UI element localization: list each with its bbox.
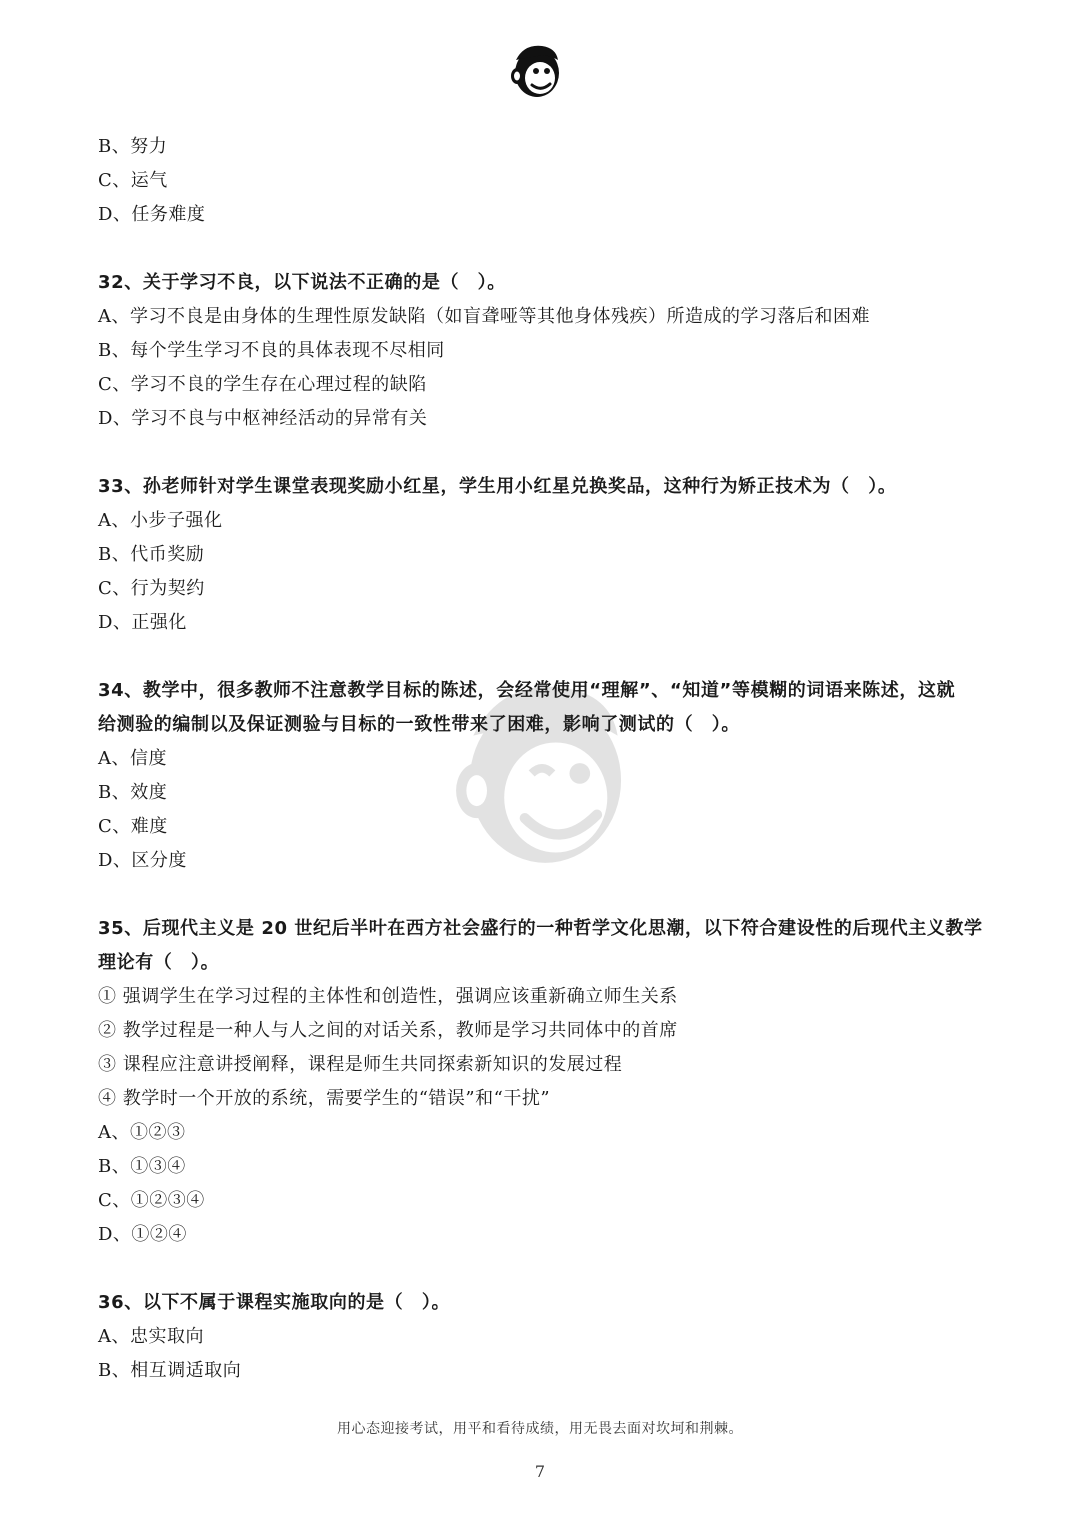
option-line: D、学习不良与中枢神经活动的异常有关: [98, 408, 428, 429]
footer-motto: 用心态迎接考试，用平和看待成绩，用无畏去面对坎坷和荆棘。: [337, 1421, 743, 1437]
option-line: A、忠实取向: [98, 1326, 204, 1347]
option-line: A、小步子强化: [98, 510, 223, 531]
option-line: D、正强化: [98, 612, 187, 633]
question-stem: 给测验的编制以及保证测验与目标的一致性带来了困难，影响了测试的（ ）。: [98, 714, 740, 735]
statement-line: ③ 课程应注意讲授阐释，课程是师生共同探索新知识的发展过程: [98, 1054, 623, 1075]
option-line: B、①③④: [98, 1156, 186, 1177]
option-line: B、每个学生学习不良的具体表现不尽相同: [98, 340, 445, 361]
option-line: C、行为契约: [98, 578, 205, 599]
statement-line: ④ 教学时一个开放的系统，需要学生的“错误”和“干扰”: [98, 1088, 551, 1109]
option-line: C、运气: [98, 170, 168, 191]
question-stem: 32、关于学习不良，以下说法不正确的是（ ）。: [98, 272, 506, 293]
question-32: [98, 266, 988, 436]
option-line: A、学习不良是由身体的生理性原发缺陷（如盲聋哑等其他身体残疾）所造成的学习落后和困难: [98, 306, 870, 327]
option-line: D、①②④: [98, 1224, 187, 1245]
question-35: [98, 912, 988, 1252]
option-line: A、①②③: [98, 1122, 186, 1143]
option-line: C、学习不良的学生存在心理过程的缺陷: [98, 374, 427, 395]
option-line: D、区分度: [98, 850, 187, 871]
question-stem: 34、教学中，很多教师不注意教学目标的陈述，会经常使用“理解”、“知道”等模糊的词语来陈述，这就: [98, 680, 956, 701]
monkey-mascot-icon: [504, 38, 568, 102]
statement-line: ② 教学过程是一种人与人之间的对话关系，教师是学习共同体中的首席: [98, 1020, 678, 1041]
option-line: D、任务难度: [98, 204, 206, 225]
question-stem: 33、孙老师针对学生课堂表现奖励小红星，学生用小红星兑换奖品，这种行为矫正技术为（ ）。: [98, 476, 897, 497]
option-line: B、效度: [98, 782, 168, 803]
question-stem: 35、后现代主义是 20 世纪后半叶在西方社会盛行的一种哲学文化思潮，以下符合建设性的后现代主义教学: [98, 918, 983, 939]
option-line: B、代币奖励: [98, 544, 205, 565]
question-33: [98, 470, 988, 640]
question-stem: 36、以下不属于课程实施取向的是（ ）。: [98, 1292, 451, 1313]
question-36: [98, 1286, 988, 1388]
page-number: 7: [534, 1462, 546, 1481]
question-stem: 理论有（ ）。: [98, 952, 220, 973]
question-content: [98, 130, 988, 1388]
option-line: C、①②③④: [98, 1190, 205, 1211]
option-line: B、相互调适取向: [98, 1360, 242, 1381]
statement-line: ① 强调学生在学习过程的主体性和创造性，强调应该重新确立师生关系: [98, 986, 678, 1007]
option-line: B、努力: [98, 136, 168, 157]
option-line: A、信度: [98, 748, 167, 769]
option-line: C、难度: [98, 816, 168, 837]
question-34: [98, 674, 988, 878]
